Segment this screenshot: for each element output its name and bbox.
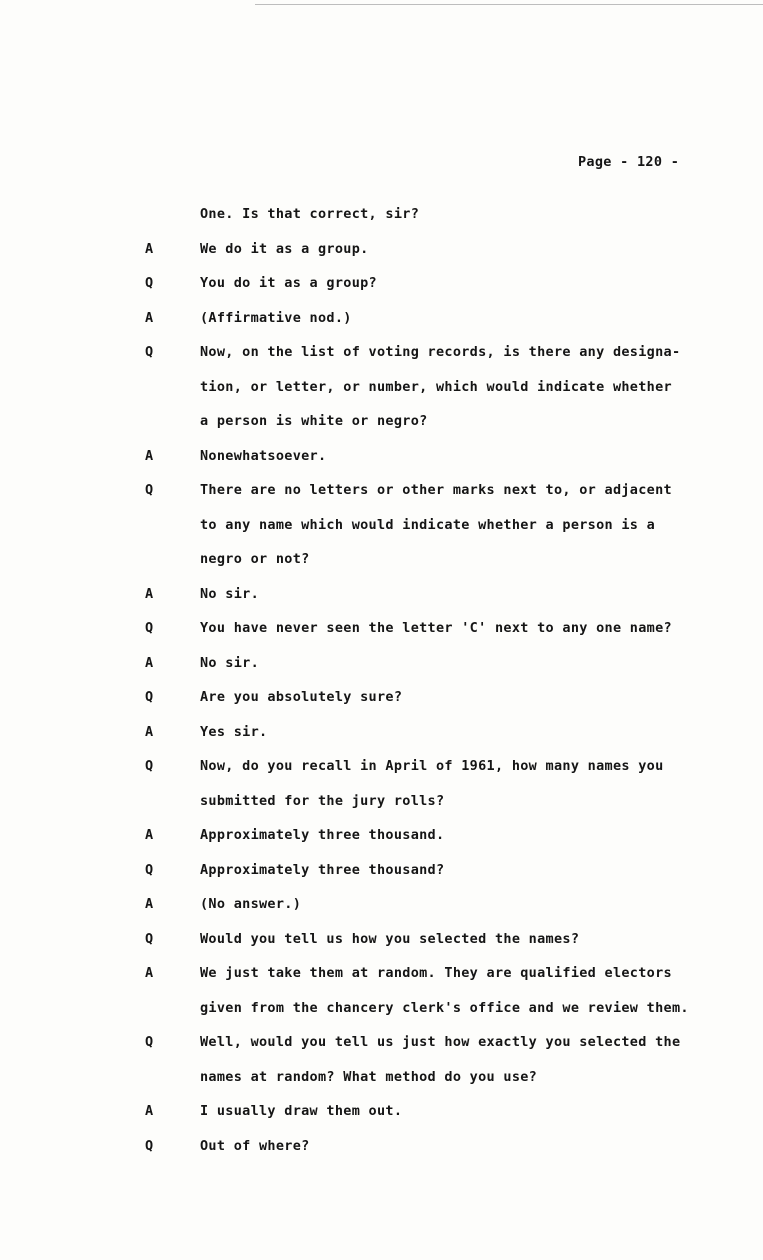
speaker-label: Q: [145, 620, 154, 636]
speaker-label: A: [145, 240, 154, 257]
line-text: submitted for the jury rolls?: [200, 792, 445, 809]
speaker-label: Q: [145, 861, 154, 878]
transcript-line: [0, 410, 763, 432]
transcript-line: [0, 962, 763, 984]
line-text: There are no letters or other marks next to, or adjacent: [200, 482, 672, 498]
line-text: Now, on the list of voting records, is there any designa-: [200, 344, 681, 360]
transcript-line: [0, 1135, 763, 1157]
line-text: to any name which would indicate whether a person is a: [200, 516, 656, 533]
line-text: I usually draw them out.: [200, 1103, 403, 1119]
line-text: Nonewhatsoever.: [200, 447, 327, 464]
line-text: Out of where?: [200, 1137, 310, 1154]
speaker-label: A: [145, 1103, 154, 1119]
transcript-line: [0, 1100, 763, 1122]
transcript-line: [0, 548, 763, 570]
speaker-label: A: [145, 585, 154, 602]
line-text: Well, would you tell us just how exactly you selected the: [200, 1034, 681, 1050]
speaker-label: Q: [145, 344, 154, 360]
speaker-label: A: [145, 309, 154, 326]
line-text: Would you tell us how you selected the names?: [200, 930, 580, 947]
speaker-label: Q: [145, 1034, 154, 1050]
line-text: One. Is that correct, sir?: [200, 206, 420, 222]
speaker-label: Q: [145, 930, 154, 947]
speaker-label: Q: [145, 689, 154, 705]
line-text: names at random? What method do you use?: [200, 1068, 538, 1085]
speaker-label: A: [145, 827, 154, 843]
speaker-label: A: [145, 447, 154, 464]
line-text: No sir.: [200, 654, 259, 671]
transcript-line: [0, 272, 763, 294]
transcript-line: [0, 824, 763, 846]
line-text: negro or not?: [200, 551, 310, 567]
transcript-line: [0, 893, 763, 915]
transcript-line: [0, 238, 763, 260]
transcript-line: [0, 341, 763, 363]
transcript-line: [0, 514, 763, 536]
line-text: Now, do you recall in April of 1961, how many names you: [200, 758, 664, 774]
line-text: No sir.: [200, 585, 259, 602]
transcript-line: [0, 583, 763, 605]
speaker-label: A: [145, 965, 154, 981]
transcript-line: [0, 479, 763, 501]
speaker-label: A: [145, 723, 154, 740]
line-text: We do it as a group.: [200, 240, 369, 257]
transcript-line: [0, 617, 763, 639]
transcript-line: [0, 859, 763, 881]
transcript-line: [0, 1031, 763, 1053]
line-text: You have never seen the letter 'C' next to any one name?: [200, 620, 672, 636]
transcript-line: [0, 997, 763, 1019]
line-text: a person is white or negro?: [200, 413, 428, 429]
line-text: Approximately three thousand?: [200, 861, 445, 878]
line-text: Approximately three thousand.: [200, 827, 445, 843]
speaker-label: Q: [145, 275, 154, 291]
line-text: Yes sir.: [200, 723, 268, 740]
transcript-line: [0, 376, 763, 398]
transcript-line: [0, 307, 763, 329]
speaker-label: A: [145, 654, 154, 671]
speaker-label: Q: [145, 482, 154, 498]
line-text: You do it as a group?: [200, 275, 377, 291]
transcript-line: [0, 686, 763, 708]
transcript-line: [0, 755, 763, 777]
line-text: We just take them at random. They are qualified electors: [200, 965, 672, 981]
speaker-label: Q: [145, 1137, 154, 1154]
line-text: (Affirmative nod.): [200, 309, 352, 326]
top-edge-rule: [255, 4, 763, 5]
line-text: tion, or letter, or number, which would indicate whether: [200, 378, 672, 395]
transcript-line: [0, 445, 763, 467]
line-text: given from the chancery clerk's office and we review them.: [200, 999, 689, 1016]
line-text: (No answer.): [200, 896, 302, 912]
transcript-line: [0, 652, 763, 674]
speaker-label: A: [145, 896, 154, 912]
transcript-line: [0, 928, 763, 950]
transcript-line: [0, 790, 763, 812]
page-number: Page - 120 -: [578, 154, 680, 170]
line-text: Are you absolutely sure?: [200, 689, 403, 705]
transcript-line: [0, 203, 763, 225]
transcript-line: [0, 1066, 763, 1088]
transcript-line: [0, 721, 763, 743]
speaker-label: Q: [145, 758, 154, 774]
